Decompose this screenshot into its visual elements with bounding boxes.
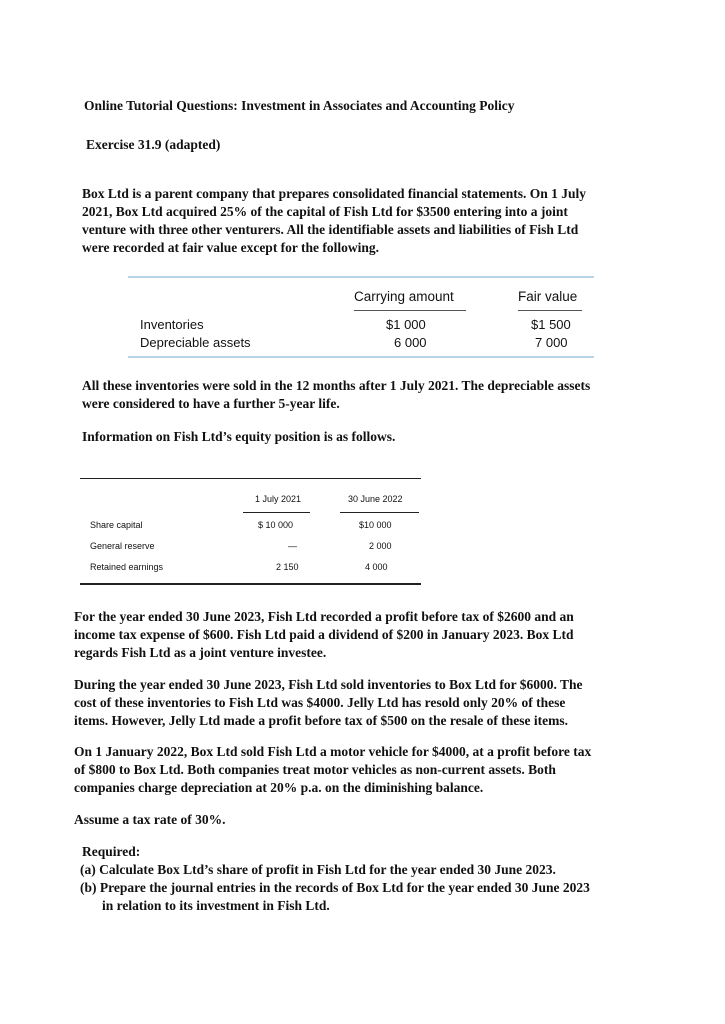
inventories-fair: $1 500 bbox=[531, 317, 571, 332]
requirement-b: (b) Prepare the journal entries in the records of Box Ltd for the year ended 30 June 2023 bbox=[80, 880, 590, 895]
exercise-title: Exercise 31.9 (adapted) bbox=[86, 137, 221, 152]
depreciable-fair: 7 000 bbox=[535, 335, 568, 350]
row-label-share-capital: Share capital bbox=[90, 520, 143, 530]
requirement-b-continued: in relation to its investment in Fish Ltd. bbox=[102, 898, 330, 913]
requirement-a: (a) Calculate Box Ltd’s share of profit in Fish Ltd for the year ended 30 June 2023. bbox=[80, 862, 556, 877]
equity-position-table bbox=[80, 478, 421, 585]
general-reserve-2021: — bbox=[288, 541, 297, 551]
text-line: 2021, Box Ltd acquired 25% of the capital of Fish Ltd for $3500 entering into a joint bbox=[82, 204, 568, 219]
text-line: During the year ended 30 June 2023, Fish Ltd sold inventories to Box Ltd for $6000. The bbox=[74, 677, 583, 692]
inventory-sale-paragraph bbox=[74, 676, 583, 730]
retained-earnings-2022: 4 000 bbox=[365, 562, 388, 572]
text-line: On 1 January 2022, Box Ltd sold Fish Ltd a motor vehicle for $4000, at a profit before tax bbox=[74, 744, 592, 759]
text-line: cost of these inventories to Fish Ltd was $4000. Jelly Ltd has resold only 20% of these bbox=[74, 695, 566, 710]
text-line: venture with three other venturers. All the identifiable assets and liabilities of Fish Ltd bbox=[82, 222, 579, 237]
required-title: Required: bbox=[82, 844, 141, 859]
carrying-amount-header: Carrying amount bbox=[354, 289, 454, 304]
text-line: Box Ltd is a parent company that prepares consolidated financial statements. On 1 July bbox=[82, 186, 587, 201]
fair-value-table bbox=[128, 276, 594, 358]
row-label-retained-earnings: Retained earnings bbox=[90, 562, 164, 572]
col-header-30-june-2022: 30 June 2022 bbox=[348, 494, 403, 504]
profit-2023-paragraph bbox=[74, 608, 574, 662]
tax-rate-note: Assume a tax rate of 30%. bbox=[74, 812, 226, 827]
required-section bbox=[80, 843, 590, 915]
fair-value-header: Fair value bbox=[518, 289, 578, 304]
inventories-carrying: $1 000 bbox=[386, 317, 426, 332]
text-line: items. However, Jelly Ltd made a profit before tax of $500 on the resale of these items. bbox=[74, 713, 569, 728]
row-label-inventories: Inventories bbox=[140, 317, 204, 332]
text-line: All these inventories were sold in the 12 months after 1 July 2021. The depreciable assets bbox=[82, 378, 591, 393]
row-label-depreciable-assets: Depreciable assets bbox=[140, 335, 251, 350]
inventory-note-paragraph bbox=[82, 377, 590, 413]
share-capital-2021: $ 10 000 bbox=[258, 520, 294, 530]
depreciable-carrying: 6 000 bbox=[394, 335, 427, 350]
document-heading: Online Tutorial Questions: Investment in Associates and Accounting Policy bbox=[84, 98, 515, 113]
intro-paragraph bbox=[82, 185, 586, 257]
motor-vehicle-paragraph bbox=[74, 743, 591, 797]
header-rule bbox=[243, 512, 310, 513]
equity-intro: Information on Fish Ltd’s equity position is as follows. bbox=[82, 429, 396, 444]
text-line: regards Fish Ltd as a joint venture investee. bbox=[74, 645, 327, 660]
text-line: of $800 to Box Ltd. Both companies treat motor vehicles as non-current assets. Both bbox=[74, 762, 556, 777]
retained-earnings-2021: 2 150 bbox=[276, 562, 299, 572]
text-line: were recorded at fair value except for the following. bbox=[82, 240, 380, 255]
header-rule bbox=[354, 310, 466, 311]
general-reserve-2022: 2 000 bbox=[369, 541, 392, 551]
row-label-general-reserve: General reserve bbox=[90, 541, 155, 551]
text-line: For the year ended 30 June 2023, Fish Ltd recorded a profit before tax of $2600 and an bbox=[74, 609, 574, 624]
header-rule bbox=[340, 512, 419, 513]
text-line: companies charge depreciation at 20% p.a. on the diminishing balance. bbox=[74, 780, 484, 795]
header-rule bbox=[518, 310, 582, 311]
share-capital-2022: $10 000 bbox=[359, 520, 392, 530]
text-line: income tax expense of $600. Fish Ltd paid a dividend of $200 in January 2023. Box Ltd bbox=[74, 627, 574, 642]
col-header-1-july-2021: 1 July 2021 bbox=[255, 494, 302, 504]
text-line: were considered to have a further 5-year life. bbox=[82, 396, 340, 411]
